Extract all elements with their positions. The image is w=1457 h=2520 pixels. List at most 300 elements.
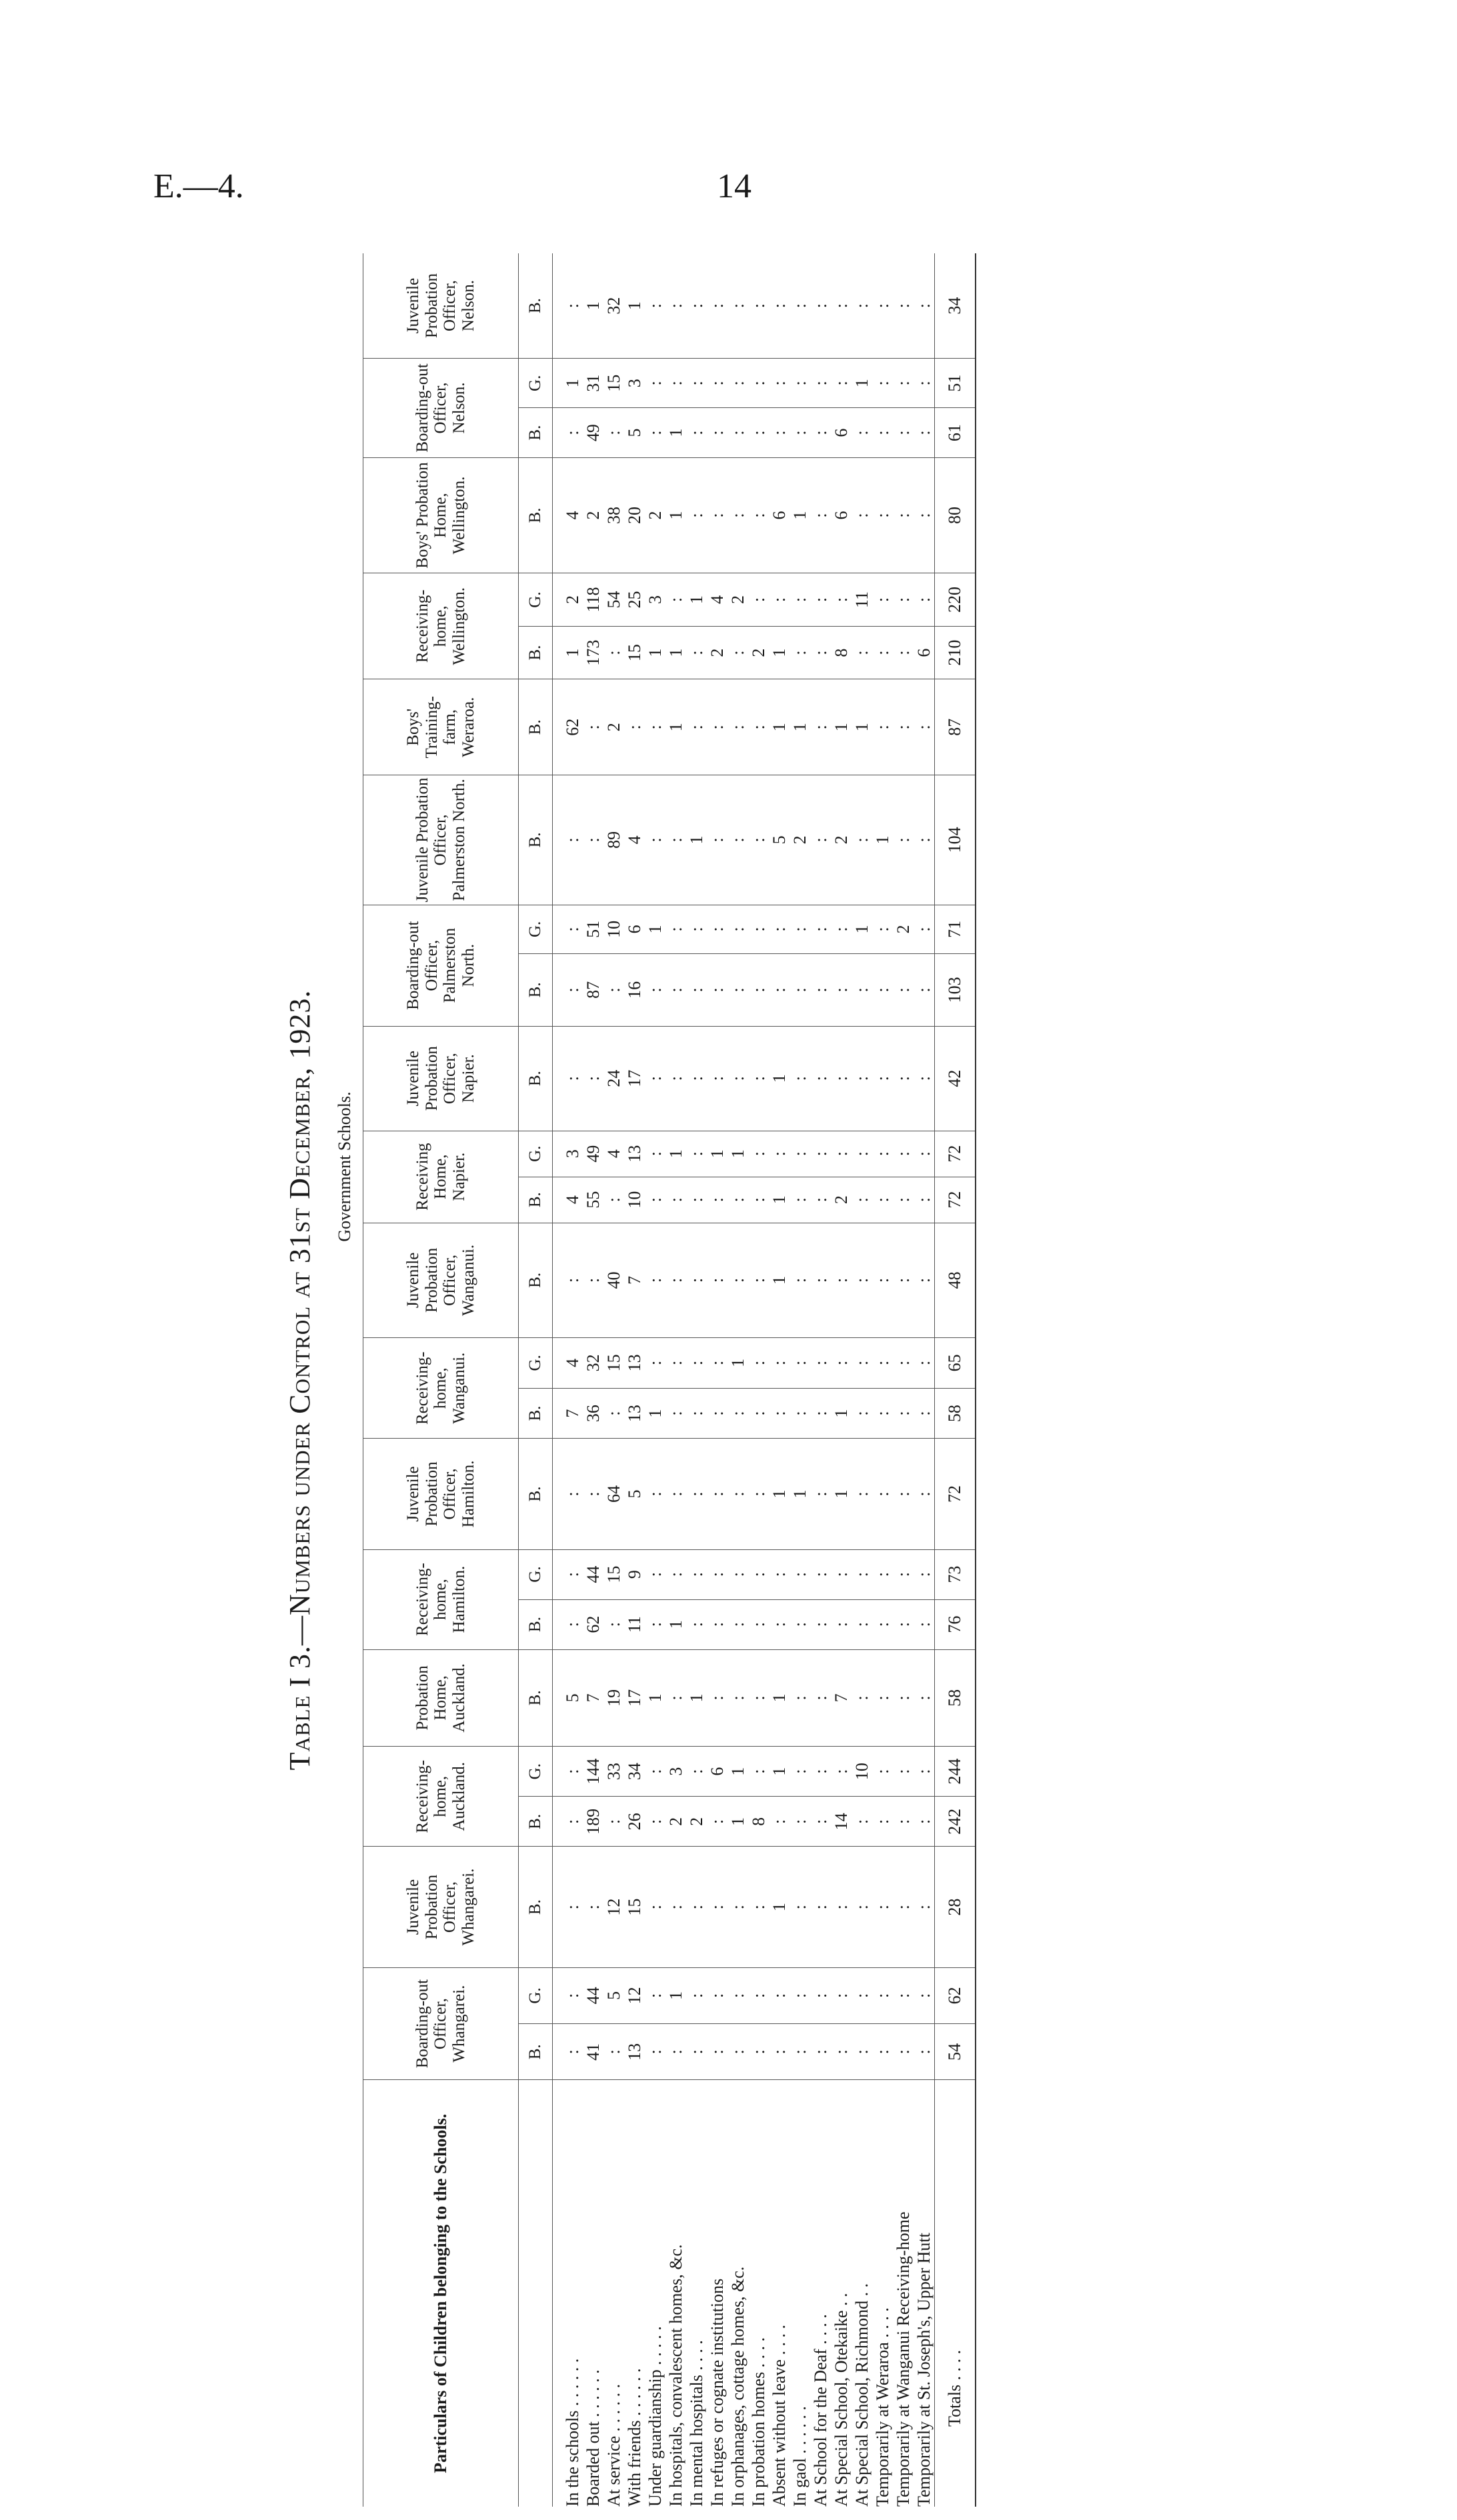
table-cell: 189 (583, 1797, 603, 1847)
table-cell: : (727, 1388, 748, 1439)
table-cell: 1 (645, 1649, 665, 1746)
table-cell: 51 (935, 359, 976, 408)
table-cell: : (790, 1797, 810, 1847)
table-cell: : (852, 1131, 872, 1177)
table-cell: : (790, 408, 810, 457)
table-cell: : (872, 359, 893, 408)
table-cell: : (914, 1338, 935, 1389)
table-cell: : (810, 905, 831, 953)
table-cell: : (810, 679, 831, 775)
table-cell: 62 (583, 1599, 603, 1649)
sub-column-header: B. (519, 1649, 553, 1746)
table-cell: : (748, 359, 769, 408)
sub-column-header: B. (519, 2024, 553, 2080)
table-cell: : (872, 1967, 893, 2023)
table-cell: : (831, 954, 852, 1027)
table-cell: 36 (583, 1388, 603, 1439)
table-cell: : (748, 457, 769, 573)
table-cell: : (810, 1549, 831, 1599)
table-cell: : (603, 626, 624, 679)
table-cell: 87 (583, 954, 603, 1027)
table-cell: : (872, 905, 893, 953)
row-label: Temporarily at Wanganui Receiving-home (893, 2211, 913, 2507)
table-cell: : (790, 905, 810, 953)
table-cell: 2 (707, 626, 727, 679)
table-cell: : (893, 1338, 914, 1389)
table-cell: : (852, 1649, 872, 1746)
table-cell: : (748, 1549, 769, 1599)
table-cell: : (645, 775, 665, 905)
row-label: In mental hospitals . . . . (686, 2340, 706, 2507)
table-cell: : (686, 1177, 707, 1223)
table-cell: : (852, 253, 872, 359)
table-cell: 244 (935, 1747, 976, 1797)
table-cell: : (645, 1338, 665, 1389)
table-cell: : (852, 1338, 872, 1389)
table-cell: : (893, 954, 914, 1027)
table-row (645, 253, 665, 2507)
column-header: Juvenile Probation Officer, Hamilton. (363, 1439, 519, 1549)
sub-column-header: B. (519, 679, 553, 775)
table-cell: : (852, 1177, 872, 1223)
table-cell: 144 (583, 1747, 603, 1797)
table-cell: : (553, 1439, 583, 1549)
table-cell: 6 (707, 1747, 727, 1797)
table-cell: : (583, 1847, 603, 1967)
table-cell: : (665, 775, 686, 905)
table-row (686, 253, 707, 2507)
table-cell: 64 (603, 1439, 624, 1549)
table-cell: : (893, 1797, 914, 1847)
column-header: Boarding-out Officer, Whangarei. (363, 1967, 519, 2080)
table-cell: 220 (935, 573, 976, 627)
column-header: Boarding-out Officer, Nelson. (363, 359, 519, 458)
table-cell: : (790, 1026, 810, 1131)
table-cell: : (707, 1649, 727, 1746)
table-cell: 1 (769, 626, 790, 679)
table-cell: : (893, 1549, 914, 1599)
table-cell: : (872, 408, 893, 457)
table-cell: : (727, 1599, 748, 1649)
table-cell: : (914, 253, 935, 359)
table-cell: : (893, 1177, 914, 1223)
sub-column-header: B. (519, 253, 553, 359)
table-cell: 15 (603, 359, 624, 408)
table-cell: 1 (790, 457, 810, 573)
table-cell: 1 (665, 408, 686, 457)
table-cell: 1 (852, 905, 872, 953)
table-row (624, 253, 645, 2507)
table-cell: 2 (583, 457, 603, 573)
table-cell: 17 (624, 1026, 645, 1131)
table-cell: : (872, 954, 893, 1027)
table-cell: : (790, 253, 810, 359)
table-cell: 2 (553, 573, 583, 627)
table-cell: 72 (935, 1439, 976, 1549)
table-cell: : (872, 1177, 893, 1223)
table-cell: : (686, 1847, 707, 1967)
table-cell: : (748, 1967, 769, 2023)
table-cell: : (727, 1847, 748, 1967)
table-cell: : (852, 1599, 872, 1649)
table-cell: : (665, 1847, 686, 1967)
table-cell: : (852, 457, 872, 573)
table-cell: : (893, 1131, 914, 1177)
table-cell: 1 (852, 679, 872, 775)
table-cell: 24 (603, 1026, 624, 1131)
table-cell: 15 (603, 1549, 624, 1599)
table-cell: : (727, 253, 748, 359)
table-cell: : (831, 1747, 852, 1797)
table-cell: : (645, 2024, 665, 2080)
table-cell: : (872, 679, 893, 775)
table-cell: : (810, 457, 831, 573)
table-cell: : (707, 457, 727, 573)
table-cell: : (665, 1439, 686, 1549)
table-cell: : (852, 1439, 872, 1549)
table-cell: : (872, 1797, 893, 1847)
table-cell: : (769, 905, 790, 953)
table-cell: 51 (583, 905, 603, 953)
table-cell: 4 (553, 1338, 583, 1389)
table-cell: 1 (769, 679, 790, 775)
row-label: At Special School, Otekaike . . (831, 2293, 851, 2507)
table-cell: 3 (553, 1131, 583, 1177)
table-cell: : (645, 1747, 665, 1797)
table-cell: : (769, 2024, 790, 2080)
table-cell: : (553, 1549, 583, 1599)
column-header: Receiving Home, Napier. (363, 1131, 519, 1223)
table-cell: : (914, 775, 935, 905)
table-cell: : (748, 253, 769, 359)
table-cell: : (810, 1177, 831, 1223)
table-cell: : (727, 954, 748, 1027)
table-cell: : (914, 1967, 935, 2023)
table-cell: : (727, 359, 748, 408)
table-cell: : (769, 1549, 790, 1599)
table-cell: 44 (583, 1967, 603, 2023)
table-cell: 1 (686, 775, 707, 905)
table-cell: : (553, 1599, 583, 1649)
table-cell: : (810, 359, 831, 408)
table-cell: 19 (603, 1649, 624, 1746)
table-cell: 55 (583, 1177, 603, 1223)
table-cell: 80 (935, 457, 976, 573)
table-cell: : (914, 1026, 935, 1131)
sub-column-header: B. (519, 1223, 553, 1337)
table-row (707, 253, 727, 2507)
table-cell: 173 (583, 626, 603, 679)
table-cell: : (893, 1026, 914, 1131)
table-cell: 3 (645, 573, 665, 627)
table-cell: : (686, 1223, 707, 1337)
table-cell: : (790, 1747, 810, 1797)
table-cell: : (769, 954, 790, 1027)
column-header-row (363, 253, 519, 2507)
table-cell: : (769, 1599, 790, 1649)
table-cell: : (914, 1797, 935, 1847)
table-cell: : (872, 2024, 893, 2080)
table-cell: : (769, 1797, 790, 1847)
table-cell: : (583, 1026, 603, 1131)
page-header (0, 167, 1457, 220)
table-cell: : (645, 1439, 665, 1549)
table-cell: : (707, 1026, 727, 1131)
sub-header-row (519, 253, 553, 2507)
column-header: Juvenile Probation Officer, Wanganui. (363, 1223, 519, 1337)
table-cell: 1 (645, 626, 665, 679)
sub-column-header: G. (519, 1549, 553, 1599)
table-cell: : (852, 2024, 872, 2080)
table-cell: : (893, 1439, 914, 1549)
table-cell: : (769, 253, 790, 359)
column-header: Boys' Training-farm, Weraroa. (363, 679, 519, 775)
table-cell: : (645, 1967, 665, 2023)
table-cell: : (707, 775, 727, 905)
table-cell: : (810, 954, 831, 1027)
table-cell: : (852, 1388, 872, 1439)
table-cell: : (603, 1388, 624, 1439)
table-cell: : (686, 253, 707, 359)
table-cell: : (872, 457, 893, 573)
table-cell: : (810, 1967, 831, 2023)
row-label: With friends . . . . . . (624, 2368, 644, 2507)
table-cell: 1 (624, 253, 645, 359)
table-cell: 1 (665, 457, 686, 573)
row-label: Temporarily at St. Joseph's, Upper Hutt (914, 2233, 934, 2507)
table-cell: 10 (603, 905, 624, 953)
table-cell: 1 (790, 1439, 810, 1549)
table-cell: : (893, 408, 914, 457)
table-cell: 4 (553, 1177, 583, 1223)
row-label: At Special School, Richmond . . (852, 2283, 872, 2507)
table-cell: : (707, 1388, 727, 1439)
table-cell: 76 (935, 1599, 976, 1649)
table-cell: : (707, 1967, 727, 2023)
table-cell: 72 (935, 1131, 976, 1177)
sub-column-header: B. (519, 1439, 553, 1549)
table-cell: : (810, 1747, 831, 1797)
table-cell: 1 (769, 1026, 790, 1131)
table-cell: : (790, 1967, 810, 2023)
table-cell: : (790, 1131, 810, 1177)
table-cell: 1 (769, 1847, 790, 1967)
table-cell: : (914, 905, 935, 953)
table-cell: : (645, 1223, 665, 1337)
table-cell: : (769, 1388, 790, 1439)
table-cell: : (769, 1338, 790, 1389)
table-cell: 2 (831, 775, 852, 905)
table-row (852, 253, 872, 2507)
table-cell: 1 (686, 1649, 707, 1746)
table-body (553, 253, 976, 2507)
table-cell: 1 (769, 1747, 790, 1797)
table-cell: : (831, 1847, 852, 1967)
table-cell: 6 (914, 626, 935, 679)
table-cell: 2 (748, 626, 769, 679)
table-cell: : (707, 679, 727, 775)
table-cell: 4 (553, 457, 583, 573)
table-cell: 71 (935, 905, 976, 953)
table-cell: : (707, 1847, 727, 1967)
table-cell: : (872, 573, 893, 627)
table-cell: : (603, 2024, 624, 2080)
table-cell: : (831, 253, 852, 359)
table-cell: 16 (624, 954, 645, 1027)
table-cell: : (810, 1388, 831, 1439)
sub-column-header: G. (519, 1747, 553, 1797)
table-cell: 1 (553, 626, 583, 679)
table-cell: : (810, 1026, 831, 1131)
table-cell: 1 (665, 1131, 686, 1177)
table-cell: 8 (831, 626, 852, 679)
table-cell: : (748, 1177, 769, 1223)
table-title-prefix: Table I 3. (283, 1645, 316, 1771)
table-cell: : (810, 1797, 831, 1847)
table-cell: 11 (624, 1599, 645, 1649)
table-cell: : (553, 1747, 583, 1797)
row-label: Temporarily at Weraroa . . . . (872, 2307, 892, 2507)
table-cell: 1 (769, 1649, 790, 1746)
table-cell: : (831, 1549, 852, 1599)
table-row (914, 253, 935, 2507)
table-cell: : (553, 1026, 583, 1131)
table-cell: 1 (665, 1599, 686, 1649)
table-cell: : (748, 408, 769, 457)
table-cell: 58 (935, 1388, 976, 1439)
table-cell: 44 (583, 1549, 603, 1599)
table-title-main: —Numbers under Control at 31st December, 1923. (283, 989, 316, 1645)
table-cell: 2 (831, 1177, 852, 1223)
table-cell: : (893, 1649, 914, 1746)
table-cell: 1 (831, 1388, 852, 1439)
table-cell: : (790, 573, 810, 627)
table-cell: : (727, 679, 748, 775)
table-cell: 40 (603, 1223, 624, 1337)
table-cell: : (603, 408, 624, 457)
table-cell: : (727, 1439, 748, 1549)
table-cell: : (645, 1797, 665, 1847)
table-cell: 72 (935, 1177, 976, 1223)
table-cell: 15 (624, 1847, 645, 1967)
table-cell: : (686, 905, 707, 953)
table-cell: : (727, 2024, 748, 2080)
sub-column-header: B. (519, 408, 553, 457)
row-label: In orphanages, cottage homes, &c. (727, 2266, 748, 2507)
table-cell: : (748, 2024, 769, 2080)
table-cell: : (831, 359, 852, 408)
table-cell: : (831, 2024, 852, 2080)
table-cell: : (727, 626, 748, 679)
table-cell: : (707, 359, 727, 408)
table-cell: 31 (583, 359, 603, 408)
sub-column-header: G. (519, 359, 553, 408)
table-cell: : (831, 573, 852, 627)
table-cell: : (810, 1599, 831, 1649)
table-cell: : (893, 1967, 914, 2023)
table-cell: 1 (553, 359, 583, 408)
table-cell: 13 (624, 1338, 645, 1389)
table-row (727, 253, 748, 2507)
table-cell: : (914, 1388, 935, 1439)
sub-column-header: G. (519, 1131, 553, 1177)
table-cell: 32 (603, 253, 624, 359)
table-cell: 41 (583, 2024, 603, 2080)
table-cell: : (914, 359, 935, 408)
table-title (273, 240, 327, 2520)
table-cell: : (810, 1338, 831, 1389)
table-cell: : (790, 1649, 810, 1746)
table-cell: : (748, 1338, 769, 1389)
table-cell: : (872, 1649, 893, 1746)
page-number: 14 (717, 167, 752, 205)
table-cell: : (707, 2024, 727, 2080)
table-cell: : (665, 954, 686, 1027)
table-row (665, 253, 686, 2507)
table-row (769, 253, 790, 2507)
table-cell: : (686, 954, 707, 1027)
table-cell: 42 (935, 1026, 976, 1131)
table-cell: : (769, 1967, 790, 2023)
table-cell: : (852, 1967, 872, 2023)
table-cell: : (914, 408, 935, 457)
table-cell: : (831, 1131, 852, 1177)
table-cell: 26 (624, 1797, 645, 1847)
table-cell: : (665, 1223, 686, 1337)
table-cell: : (748, 573, 769, 627)
table-cell: : (872, 1747, 893, 1797)
table-cell: 17 (624, 1649, 645, 1746)
table-cell: : (810, 2024, 831, 2080)
table-cell: 11 (852, 573, 872, 627)
table-cell: : (810, 1649, 831, 1746)
table-cell: : (914, 1439, 935, 1549)
table-cell: 14 (831, 1797, 852, 1847)
table-cell: : (893, 573, 914, 627)
row-label: Under guardianship . . . . . (645, 2326, 665, 2507)
table-row (872, 253, 893, 2507)
table-cell: : (707, 954, 727, 1027)
table-cell: : (852, 1026, 872, 1131)
sub-column-header: B. (519, 1599, 553, 1649)
table-cell: 62 (935, 1967, 976, 2023)
table-cell: : (553, 408, 583, 457)
table-cell: : (748, 1026, 769, 1131)
table-cell: : (852, 775, 872, 905)
table-cell: : (645, 1131, 665, 1177)
table-cell: 1 (831, 679, 852, 775)
table-row (810, 253, 831, 2507)
table-cell: 15 (603, 1338, 624, 1389)
column-header: Juvenile Probation Officer, Palmerston North. (363, 775, 519, 905)
sub-column-header: B. (519, 1026, 553, 1131)
row-label: Boarded out . . . . . . (583, 2369, 603, 2507)
table-cell: : (553, 1223, 583, 1337)
table-cell: 34 (624, 1747, 645, 1797)
column-header: Receiving-home, Wellington. (363, 573, 519, 679)
table-cell: 1 (769, 1223, 790, 1337)
table-cell: : (707, 1439, 727, 1549)
table-cell: : (686, 1747, 707, 1797)
rotated-table-block (273, 240, 1114, 2520)
table-cell: 54 (935, 2024, 976, 2080)
table-cell: 242 (935, 1797, 976, 1847)
table-cell: : (790, 1388, 810, 1439)
table-cell: 4 (603, 1131, 624, 1177)
table-cell: : (852, 1847, 872, 1967)
table-cell: : (727, 905, 748, 953)
table-cell: : (748, 1747, 769, 1797)
